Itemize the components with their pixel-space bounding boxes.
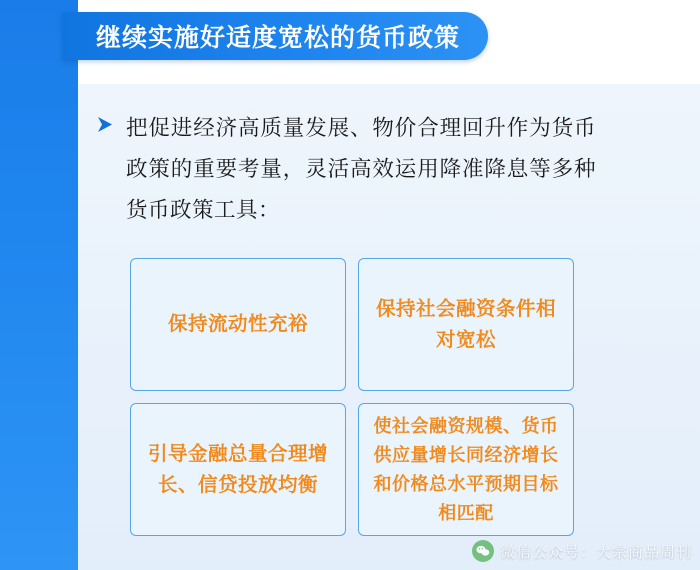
bullet-block — [96, 108, 596, 231]
policy-card-label: 使社会融资规模、货币供应量增长同经济增长和价格总水平预期目标相匹配 — [373, 415, 559, 523]
arrow-right-icon — [96, 115, 120, 135]
title-ribbon — [62, 12, 488, 60]
page-title: 继续实施好适度宽松的货币政策 — [96, 24, 461, 52]
policy-card-label: 引导金融总量合理增长、信贷投放均衡 — [147, 442, 328, 496]
left-blue-band — [0, 0, 78, 570]
wechat-logo-icon — [472, 540, 494, 562]
policy-card-label: 保持流动性充裕 — [167, 313, 308, 335]
policy-card-grid — [130, 258, 574, 536]
bullet-paragraph: 把促进经济高质量发展、物价合理回升作为货币政策的重要考量，灵活高效运用降准降息等多种货币政策工具： — [126, 116, 596, 222]
watermark-text: 微信公众号：大宗商品周刊 — [499, 543, 692, 561]
policy-card — [358, 403, 574, 536]
watermark — [472, 540, 692, 562]
policy-card — [130, 258, 346, 391]
policy-card — [358, 258, 574, 391]
policy-card-label: 保持社会融资条件相对宽松 — [375, 297, 556, 351]
policy-card — [130, 403, 346, 536]
